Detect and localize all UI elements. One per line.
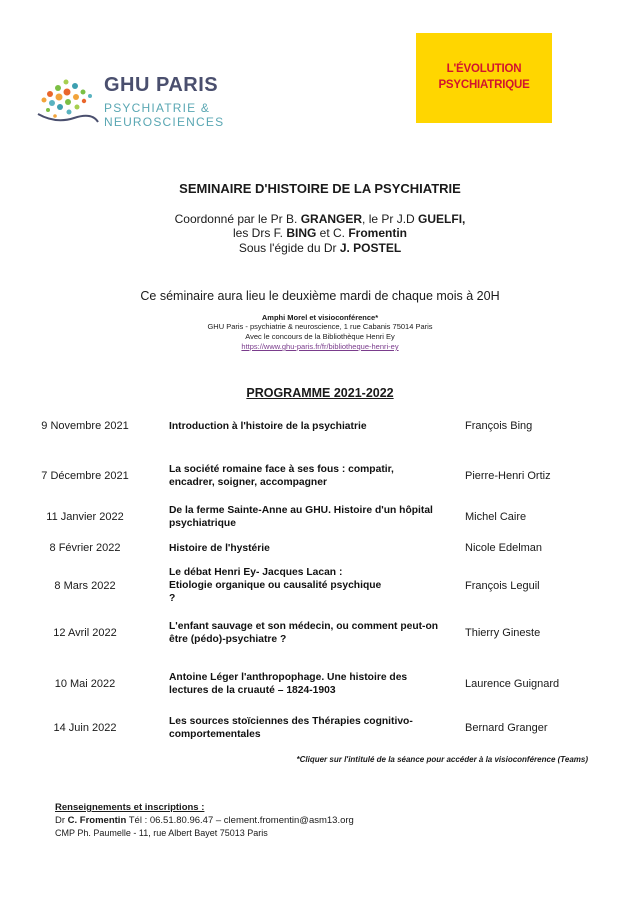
ghu-paris-logo <box>36 70 236 130</box>
session-speaker: François Leguil <box>465 580 540 592</box>
session-date: 8 Mars 2022 <box>54 580 116 592</box>
session-speaker: Nicole Edelman <box>465 542 543 554</box>
session-date: 12 Avril 2022 <box>53 627 117 639</box>
page-title: SEMINAIRE D'HISTOIRE DE LA PSYCHIATRIE <box>179 181 461 196</box>
session-date: 10 Mai 2022 <box>54 678 116 690</box>
session-date: 14 Juin 2022 <box>53 722 117 734</box>
session-date: 11 Janvier 2022 <box>46 511 124 523</box>
coord-prefix-3: Sous l'égide du Dr <box>238 241 340 255</box>
contact-details: Tél : 06.51.80.96.47 – clement.fromentin@asm13.org <box>126 815 354 826</box>
coord-mid-1: , le Pr J.D <box>362 212 419 226</box>
venue-address: GHU Paris - psychiatrie & neuroscience, 1 rue Cabanis 75014 Paris <box>207 322 433 331</box>
session-speaker: Michel Caire <box>465 511 527 523</box>
session-topic-link[interactable]: Antoine Léger l'anthropophage. Une histoire des lectures de la cruauté – 1824-1903 <box>169 672 408 696</box>
session-date: 9 Novembre 2021 <box>41 420 129 432</box>
session-topic-link[interactable]: De la ferme Sainte-Anne au GHU. Histoire d'un hôpital psychiatrique <box>169 505 433 529</box>
library-link[interactable]: https://www.ghu-paris.fr/fr/bibliotheque-henri-ey <box>241 342 399 351</box>
info-title: Renseignements et inscriptions : <box>55 802 205 813</box>
contact-name: C. Fromentin <box>67 815 127 826</box>
ghu-logo-subtitle-1: PSYCHIATRIE & <box>104 101 211 115</box>
session-date: 8 Février 2022 <box>49 542 121 554</box>
program-title: PROGRAMME 2021-2022 <box>246 386 394 400</box>
coord-prefix-2: les Drs F. <box>232 226 287 240</box>
session-speaker: Pierre-Henri Ortiz <box>465 470 551 482</box>
session-speaker: Bernard Granger <box>465 722 548 734</box>
schedule-text: Ce séminaire aura lieu le deuxième mardi de chaque mois à 20H <box>140 289 500 303</box>
session-topic-link[interactable]: Introduction à l'histoire de la psychiatrie <box>169 421 367 432</box>
venue-title: Amphi Morel et visioconférence* <box>261 313 379 322</box>
session-speaker: François Bing <box>465 420 533 432</box>
coord-name-bing: BING <box>286 226 317 240</box>
coord-prefix-1: Coordonné par le Pr B. <box>174 212 301 226</box>
contact-prefix: Dr <box>55 815 68 826</box>
info-contact <box>55 815 354 826</box>
coord-name-guelfi: GUELFI, <box>418 212 466 226</box>
session-speaker: Laurence Guignard <box>465 678 560 690</box>
coordination-line-2 <box>0 226 640 240</box>
coord-name-postel: J. POSTEL <box>339 241 402 255</box>
session-topic-link[interactable]: La société romaine face à ses fous : compatir, encadrer, soigner, accompagner <box>169 464 394 488</box>
coordination-line-3 <box>0 241 640 255</box>
evolution-logo-line-1: L'ÉVOLUTION <box>446 63 522 75</box>
ghu-logo-subtitle-2: NEUROSCIENCES <box>104 115 225 129</box>
coord-name-fromentin: Fromentin <box>348 226 408 240</box>
coordination-line-1 <box>0 212 640 226</box>
session-speaker: Thierry Gineste <box>465 627 541 639</box>
session-topic-link[interactable]: Histoire de l'hystérie <box>169 543 270 554</box>
teams-footnote: *Cliquer sur l'intitulé de la séance pour accéder à la visioconférence (Teams) <box>296 755 588 764</box>
info-address: CMP Ph. Paumelle - 11, rue Albert Bayet 75013 Paris <box>55 828 268 838</box>
evolution-psychiatrique-logo <box>416 33 552 123</box>
coord-name-granger: GRANGER <box>300 212 363 226</box>
ghu-logo-title: GHU PARIS <box>104 74 219 96</box>
session-topic-link[interactable]: Les sources stoïciennes des Thérapies cognitivo-comportementales <box>169 716 413 740</box>
coord-mid-2: et C. <box>316 226 349 240</box>
ghu-dots-icon <box>36 70 100 130</box>
venue-library: Avec le concours de la Bibliothèque Henri Ey <box>245 332 395 341</box>
evolution-logo-line-2: PSYCHIATRIQUE <box>438 79 530 91</box>
session-topic-link[interactable]: L'enfant sauvage et son médecin, ou comment peut-on être (pédo)-psychiatre ? <box>169 621 439 645</box>
session-date: 7 Décembre 2021 <box>41 470 129 482</box>
session-topic-link[interactable]: Le débat Henri Ey- Jacques Lacan : Etiologie organique ou causalité psychique ? <box>169 567 382 604</box>
